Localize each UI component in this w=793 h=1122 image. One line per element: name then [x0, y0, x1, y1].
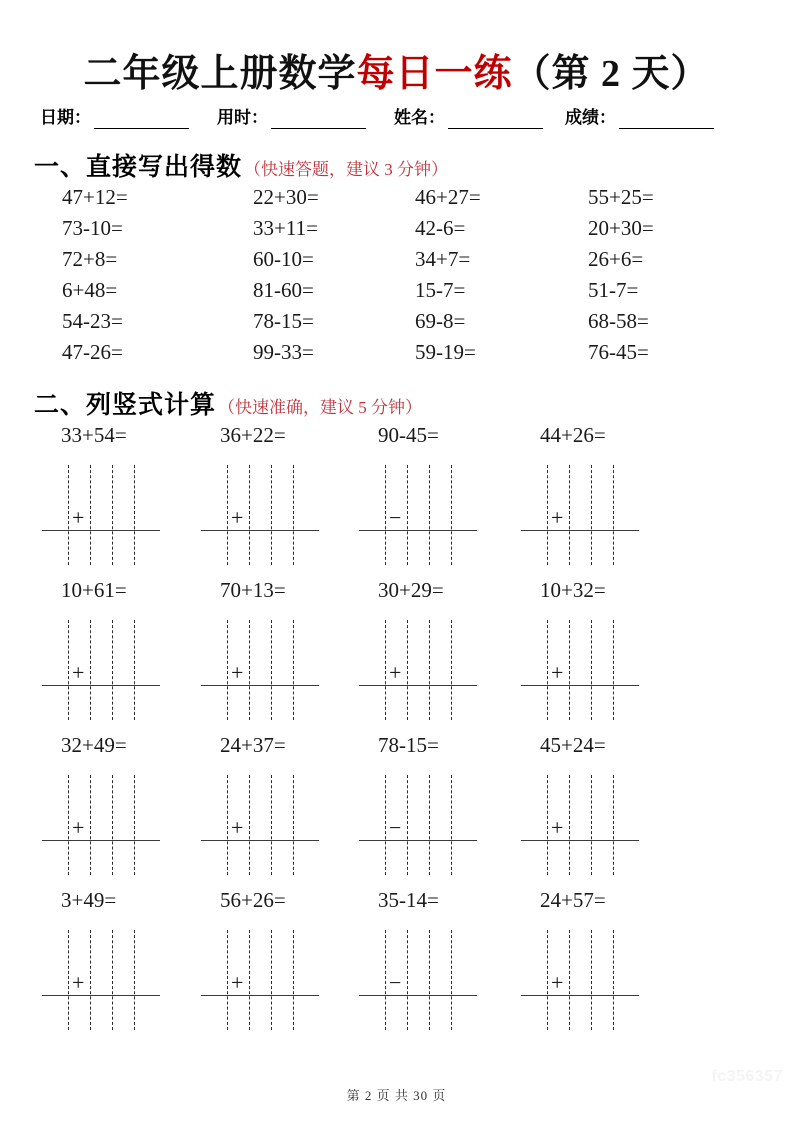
time-label: 用时：	[217, 108, 268, 127]
operator-sign: −	[389, 505, 402, 530]
dashed-guide-line	[613, 620, 614, 720]
vertical-problem-expression: 30+29=	[378, 578, 444, 602]
vertical-row	[0, 423, 793, 578]
answer-rule-line	[521, 685, 639, 686]
answer-rule-line	[42, 840, 160, 841]
dashed-guide-line	[293, 465, 294, 565]
section-1-title: 一、直接写出得数	[34, 154, 243, 181]
time-input-blank[interactable]	[271, 113, 366, 129]
vertical-problem[interactable]	[192, 423, 367, 573]
title-part-day: （第 2 天）	[512, 53, 710, 95]
vertical-problem[interactable]	[512, 423, 687, 573]
operator-sign: +	[551, 815, 564, 840]
vertical-problem-expression: 70+13=	[220, 578, 286, 602]
dashed-guide-line	[271, 930, 272, 1030]
oral-problem[interactable]: 72+8=	[62, 247, 118, 271]
vertical-problem-expression: 24+37=	[220, 733, 286, 757]
dashed-guide-line	[134, 775, 135, 875]
dashed-guide-line	[407, 620, 408, 720]
vertical-problem[interactable]	[350, 733, 525, 883]
dashed-guide-line	[249, 775, 250, 875]
vertical-problem-expression: 10+61=	[61, 578, 127, 602]
answer-rule-line	[201, 995, 319, 996]
dashed-guide-line	[569, 775, 570, 875]
answer-rule-line	[201, 840, 319, 841]
dashed-guide-line	[547, 930, 548, 1030]
date-input-blank[interactable]	[94, 113, 189, 129]
oral-problem[interactable]: 33+11=	[253, 216, 318, 240]
dashed-guide-line	[385, 775, 386, 875]
dashed-guide-line	[293, 620, 294, 720]
operator-sign: +	[72, 815, 85, 840]
vertical-problem-expression: 45+24=	[540, 733, 606, 757]
section-2-note: （快速准确，建议 5 分钟）	[218, 398, 423, 417]
dashed-guide-line	[547, 775, 548, 875]
oral-problem[interactable]: 59-19=	[415, 340, 476, 364]
oral-problem[interactable]: 47+12=	[62, 185, 128, 209]
dashed-guide-line	[271, 620, 272, 720]
section-1-heading	[34, 147, 448, 183]
section-1-note: （快速答题，建议 3 分钟）	[244, 160, 449, 179]
vertical-problem[interactable]	[512, 888, 687, 1038]
dashed-guide-line	[134, 465, 135, 565]
dashed-guide-line	[429, 775, 430, 875]
vertical-problem[interactable]	[350, 578, 525, 728]
dashed-guide-line	[112, 620, 113, 720]
dashed-guide-line	[591, 620, 592, 720]
vertical-problem[interactable]	[512, 578, 687, 728]
vertical-work-area[interactable]	[50, 930, 176, 1030]
vertical-work-area[interactable]	[529, 465, 655, 565]
vertical-problem[interactable]	[192, 733, 367, 883]
dashed-guide-line	[68, 930, 69, 1030]
dashed-guide-line	[227, 930, 228, 1030]
page-footer: 第 2 页 共 30 页	[346, 1088, 447, 1103]
page-title	[0, 42, 793, 97]
vertical-row	[0, 888, 793, 1043]
answer-rule-line	[359, 530, 477, 531]
name-field[interactable]	[394, 103, 543, 129]
oral-problem[interactable]: 55+25=	[588, 185, 654, 209]
vertical-work-area[interactable]	[50, 620, 176, 720]
vertical-work-area[interactable]	[367, 930, 493, 1030]
vertical-row	[0, 578, 793, 733]
oral-row	[0, 309, 793, 340]
dashed-guide-line	[134, 620, 135, 720]
oral-row	[0, 247, 793, 278]
dashed-guide-line	[68, 775, 69, 875]
date-label: 日期：	[40, 108, 91, 127]
oral-problem[interactable]: 54-23=	[62, 309, 123, 333]
dashed-guide-line	[407, 775, 408, 875]
oral-problem[interactable]: 81-60=	[253, 278, 314, 302]
dashed-guide-line	[385, 465, 386, 565]
oral-problem[interactable]: 22+30=	[253, 185, 319, 209]
vertical-problem-expression: 35-14=	[378, 888, 439, 912]
vertical-work-area[interactable]	[209, 620, 335, 720]
oral-problem[interactable]: 69-8=	[415, 309, 466, 333]
oral-problem[interactable]: 78-15=	[253, 309, 314, 333]
answer-rule-line	[42, 995, 160, 996]
vertical-calculation-grid	[0, 423, 793, 1043]
dashed-guide-line	[249, 930, 250, 1030]
dashed-guide-line	[68, 620, 69, 720]
dashed-guide-line	[451, 930, 452, 1030]
operator-sign: +	[72, 505, 85, 530]
oral-arithmetic-grid	[0, 185, 793, 371]
dashed-guide-line	[112, 775, 113, 875]
oral-problem[interactable]: 46+27=	[415, 185, 481, 209]
vertical-problem[interactable]	[33, 733, 208, 883]
score-input-blank[interactable]	[619, 113, 714, 129]
operator-sign: +	[231, 505, 244, 530]
dashed-guide-line	[429, 930, 430, 1030]
dashed-guide-line	[90, 620, 91, 720]
dashed-guide-line	[293, 930, 294, 1030]
name-input-blank[interactable]	[448, 113, 543, 129]
vertical-work-area[interactable]	[209, 775, 335, 875]
dashed-guide-line	[271, 465, 272, 565]
time-field[interactable]	[217, 103, 366, 129]
oral-problem[interactable]: 6+48=	[62, 278, 118, 302]
vertical-problem-expression: 78-15=	[378, 733, 439, 757]
oral-problem[interactable]: 68-58=	[588, 309, 649, 333]
oral-problem[interactable]: 15-7=	[415, 278, 466, 302]
vertical-problem[interactable]	[192, 578, 367, 728]
vertical-row	[0, 733, 793, 888]
oral-problem[interactable]: 51-7=	[588, 278, 639, 302]
dashed-guide-line	[569, 465, 570, 565]
dashed-guide-line	[451, 620, 452, 720]
dashed-guide-line	[451, 775, 452, 875]
dashed-guide-line	[569, 620, 570, 720]
title-part-grade: 二年级上册数学	[83, 53, 357, 95]
dashed-guide-line	[591, 775, 592, 875]
dashed-guide-line	[613, 465, 614, 565]
answer-rule-line	[521, 840, 639, 841]
dashed-guide-line	[227, 775, 228, 875]
dashed-guide-line	[293, 775, 294, 875]
dashed-guide-line	[90, 465, 91, 565]
dashed-guide-line	[429, 620, 430, 720]
operator-sign: +	[389, 660, 402, 685]
oral-problem[interactable]: 76-45=	[588, 340, 649, 364]
answer-rule-line	[359, 685, 477, 686]
dashed-guide-line	[451, 465, 452, 565]
dashed-guide-line	[547, 465, 548, 565]
operator-sign: +	[72, 660, 85, 685]
vertical-work-area[interactable]	[50, 465, 176, 565]
date-field[interactable]	[40, 103, 189, 129]
vertical-problem[interactable]	[33, 423, 208, 573]
answer-rule-line	[42, 685, 160, 686]
section-2-title: 二、列竖式计算	[34, 392, 217, 419]
dashed-guide-line	[227, 465, 228, 565]
dashed-guide-line	[569, 930, 570, 1030]
vertical-problem-expression: 36+22=	[220, 423, 286, 447]
vertical-problem-expression: 44+26=	[540, 423, 606, 447]
answer-rule-line	[42, 530, 160, 531]
vertical-work-area[interactable]	[529, 775, 655, 875]
vertical-problem[interactable]	[33, 888, 208, 1038]
oral-problem[interactable]: 20+30=	[588, 216, 654, 240]
score-label: 成绩：	[565, 108, 616, 127]
vertical-problem[interactable]	[33, 578, 208, 728]
vertical-problem[interactable]	[350, 888, 525, 1038]
dashed-guide-line	[68, 465, 69, 565]
answer-rule-line	[359, 840, 477, 841]
vertical-work-area[interactable]	[209, 930, 335, 1030]
answer-rule-line	[201, 530, 319, 531]
vertical-problem-expression: 32+49=	[61, 733, 127, 757]
dashed-guide-line	[407, 465, 408, 565]
vertical-problem-expression: 10+32=	[540, 578, 606, 602]
operator-sign: +	[551, 660, 564, 685]
vertical-work-area[interactable]	[529, 620, 655, 720]
oral-problem[interactable]: 26+6=	[588, 247, 644, 271]
dashed-guide-line	[249, 465, 250, 565]
vertical-work-area[interactable]	[529, 930, 655, 1030]
oral-problem[interactable]: 73-10=	[62, 216, 123, 240]
oral-row	[0, 185, 793, 216]
oral-problem[interactable]: 99-33=	[253, 340, 314, 364]
watermark: fc356357	[711, 1068, 783, 1085]
operator-sign: +	[231, 660, 244, 685]
vertical-work-area[interactable]	[367, 775, 493, 875]
oral-problem[interactable]: 34+7=	[415, 247, 471, 271]
vertical-work-area[interactable]	[50, 775, 176, 875]
operator-sign: +	[231, 970, 244, 995]
oral-problem[interactable]: 42-6=	[415, 216, 466, 240]
vertical-problem-expression: 24+57=	[540, 888, 606, 912]
title-part-daily: 每日一练	[356, 53, 513, 95]
operator-sign: +	[72, 970, 85, 995]
answer-rule-line	[521, 995, 639, 996]
oral-row	[0, 216, 793, 247]
dashed-guide-line	[385, 620, 386, 720]
answer-rule-line	[359, 995, 477, 996]
vertical-problem[interactable]	[512, 733, 687, 883]
operator-sign: −	[389, 815, 402, 840]
answer-rule-line	[521, 530, 639, 531]
dashed-guide-line	[613, 775, 614, 875]
dashed-guide-line	[591, 930, 592, 1030]
dashed-guide-line	[90, 775, 91, 875]
dashed-guide-line	[429, 465, 430, 565]
vertical-problem[interactable]	[192, 888, 367, 1038]
operator-sign: +	[551, 970, 564, 995]
dashed-guide-line	[407, 930, 408, 1030]
vertical-problem[interactable]	[350, 423, 525, 573]
dashed-guide-line	[227, 620, 228, 720]
oral-problem[interactable]: 47-26=	[62, 340, 123, 364]
dashed-guide-line	[90, 930, 91, 1030]
dashed-guide-line	[112, 930, 113, 1030]
vertical-work-area[interactable]	[367, 465, 493, 565]
oral-row	[0, 278, 793, 309]
dashed-guide-line	[134, 930, 135, 1030]
vertical-problem-expression: 33+54=	[61, 423, 127, 447]
vertical-problem-expression: 3+49=	[61, 888, 117, 912]
vertical-work-area[interactable]	[209, 465, 335, 565]
operator-sign: −	[389, 970, 402, 995]
oral-row	[0, 340, 793, 371]
name-label: 姓名：	[394, 108, 445, 127]
dashed-guide-line	[271, 775, 272, 875]
dashed-guide-line	[112, 465, 113, 565]
dashed-guide-line	[385, 930, 386, 1030]
answer-rule-line	[201, 685, 319, 686]
vertical-problem-expression: 56+26=	[220, 888, 286, 912]
dashed-guide-line	[591, 465, 592, 565]
vertical-problem-expression: 90-45=	[378, 423, 439, 447]
score-field[interactable]	[565, 103, 714, 129]
oral-problem[interactable]: 60-10=	[253, 247, 314, 271]
operator-sign: +	[551, 505, 564, 530]
operator-sign: +	[231, 815, 244, 840]
dashed-guide-line	[613, 930, 614, 1030]
section-2-heading	[34, 385, 422, 421]
dashed-guide-line	[249, 620, 250, 720]
student-info-line	[40, 103, 756, 129]
dashed-guide-line	[547, 620, 548, 720]
vertical-work-area[interactable]	[367, 620, 493, 720]
